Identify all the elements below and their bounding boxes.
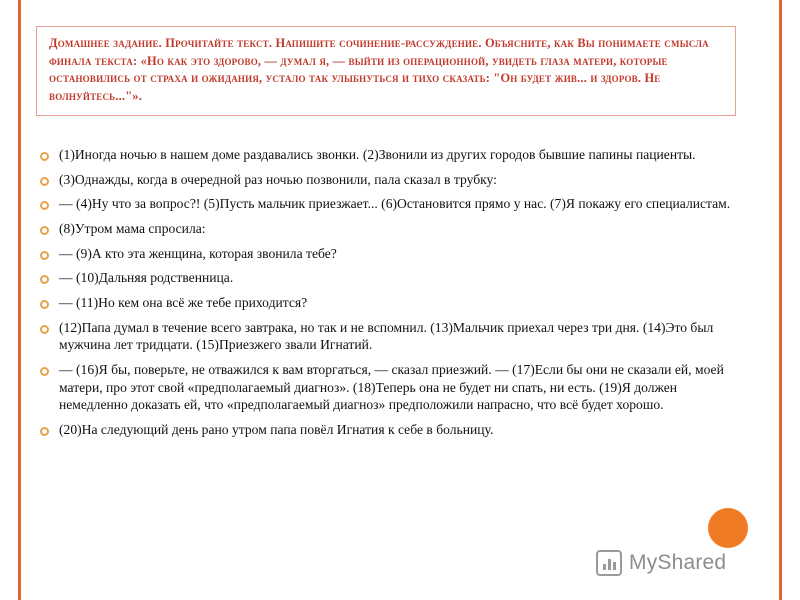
bullet-icon	[40, 275, 49, 284]
list-item	[36, 294, 748, 312]
bullet-icon	[40, 177, 49, 186]
list-item-label: — (10)Дальняя родственница.	[59, 270, 234, 286]
list-item	[36, 220, 748, 238]
bullet-icon	[40, 251, 49, 260]
bullet-icon	[40, 325, 49, 334]
orange-circle-decoration	[708, 508, 748, 548]
list-item-label: — (11)Но кем она всё же тебе приходится?	[59, 295, 308, 311]
list-item	[36, 269, 748, 287]
list-item-label: (3)Однажды, когда в очередной раз ночью позвонили, пала сказал в трубку:	[59, 171, 497, 187]
list-item-label: — (16)Я бы, поверьте, не отважился к вам вторгаться, — сказал приезжий. — (17)Если бы они не сказали ей, моей матери, про этот свой «предполагаемый диагноз». (18)Теперь она не будет ни спать, ни есть. (19)Я должен немедленно доказать ей, что «предполагаемый диагноз» предположили напрасно, что всё будет хорошо.	[59, 362, 724, 413]
watermark-label: MyShared	[629, 551, 727, 574]
bullet-icon	[40, 300, 49, 309]
bullet-icon	[40, 226, 49, 235]
watermark	[596, 545, 776, 581]
presentation-chart-icon	[596, 550, 622, 576]
list-item	[36, 245, 748, 263]
bullet-icon	[40, 201, 49, 210]
list-item-label: — (4)Ну что за вопрос?! (5)Пусть мальчик приезжает... (6)Остановится прямо у нас. (7)Я покажу его специалистам.	[59, 196, 731, 212]
page-title: Домашнее задание. Прочитайте текст. Напишите сочинение-рассуждение. Объясните, как Вы понимаете смысла финала текста: «Но как это здорово, — думал я, — выйти из операционной, увидеть глаза матери, которые остановились от страха и ожидания, устало так улыбнуться и тихо сказать: "Он будет жив... и здоров. Не волнуйтесь..."».	[49, 36, 709, 103]
list-item-label: (20)На следующий день рано утром папа повёл Игнатия к себе в больницу.	[59, 422, 494, 438]
decorative-left-bar	[18, 0, 21, 600]
list-item-label: (1)Иногда ночью в нашем доме раздавались звонки. (2)Звонили из других городов бывшие папины пациенты.	[59, 147, 696, 162]
bullet-icon	[40, 427, 49, 436]
list-item-label: (12)Папа думал в течение всего завтрака, но так и не вспомнил. (13)Мальчик приехал через три дня. (14)Это был мужчина лет тридцати. (15)Приезжего звали Игнатий.	[59, 319, 714, 353]
bullet-icon	[40, 367, 49, 376]
assignment-title-box	[36, 26, 736, 116]
list-item	[36, 319, 748, 354]
list-item-label: (8)Утром мама спросила:	[59, 221, 206, 237]
list-item	[36, 171, 748, 189]
text-body-list	[36, 146, 748, 446]
list-item	[36, 421, 748, 439]
list-item	[36, 361, 748, 414]
decorative-right-bar	[779, 0, 782, 600]
list-item	[36, 146, 748, 164]
list-item	[36, 195, 748, 213]
list-item-label: — (9)А кто эта женщина, которая звонила тебе?	[59, 245, 337, 261]
bullet-icon	[40, 152, 49, 161]
